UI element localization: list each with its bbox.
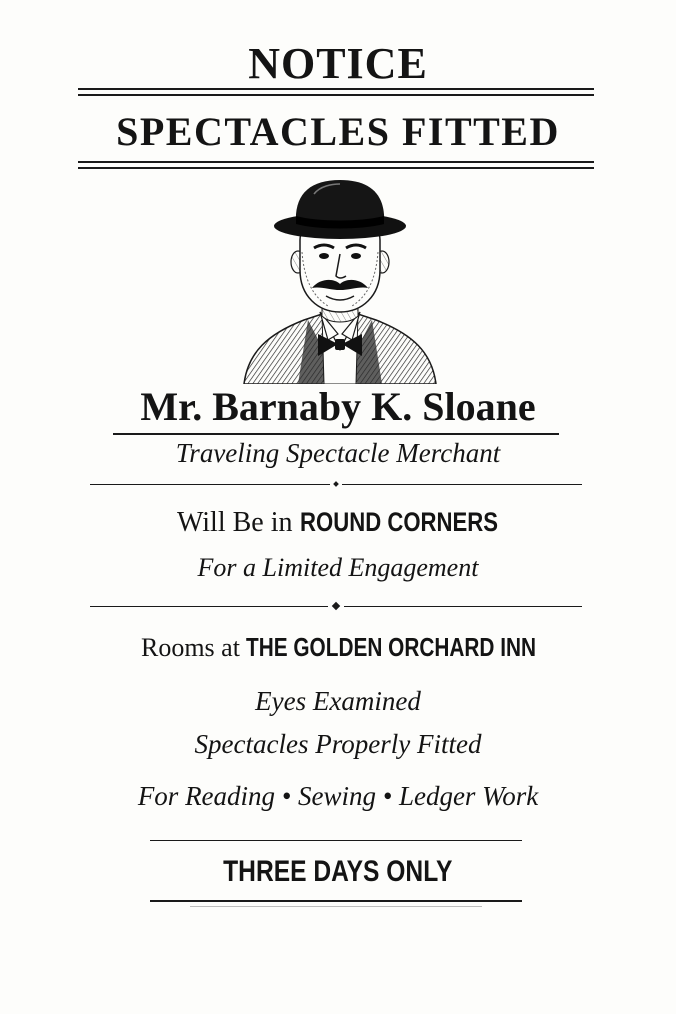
lodging-inn: THE GOLDEN ORCHARD INN — [246, 632, 537, 662]
lodging-line — [0, 632, 676, 663]
merchant-name: Mr. Barnaby K. Sloane — [140, 384, 536, 429]
notice-title: NOTICE — [248, 39, 428, 88]
ornament-rule-left — [90, 484, 330, 485]
title-rule-top-2 — [78, 94, 594, 96]
service-spectacles-fitted: Spectacles Properly Fitted — [194, 729, 482, 759]
ornament-diamond-2 — [332, 602, 340, 610]
title-rule-top-1 — [78, 88, 594, 90]
service-uses: For Reading • Sewing • Ledger Work — [137, 781, 539, 811]
engagement-line: For a Limited Engagement — [197, 553, 479, 582]
title-rule-bottom-2 — [78, 167, 594, 169]
visit-prefix: Will Be in — [176, 507, 300, 538]
gentleman-portrait-icon — [238, 174, 442, 384]
merchant-title: Traveling Spectacle Merchant — [175, 438, 501, 468]
duration-banner — [0, 855, 676, 889]
title-rule-bottom-1 — [78, 161, 594, 163]
poster-heading: SPECTACLES FITTED — [116, 109, 560, 154]
duration-text: THREE DAYS ONLY — [223, 855, 453, 888]
ornament-diamond — [333, 481, 339, 487]
name-underline — [113, 433, 559, 435]
visit-line — [0, 507, 676, 539]
visit-town: ROUND CORNERS — [299, 507, 498, 537]
footer-rule-bottom-faint — [190, 906, 482, 907]
lodging-prefix: Rooms at — [140, 633, 247, 662]
ornament-rule-right-2 — [344, 606, 582, 607]
ornament-rule-right — [342, 484, 582, 485]
ornament-rule-left-2 — [90, 606, 328, 607]
service-eyes-examined: Eyes Examined — [255, 686, 421, 716]
footer-rule-top — [150, 840, 522, 841]
footer-rule-bottom — [150, 900, 522, 902]
